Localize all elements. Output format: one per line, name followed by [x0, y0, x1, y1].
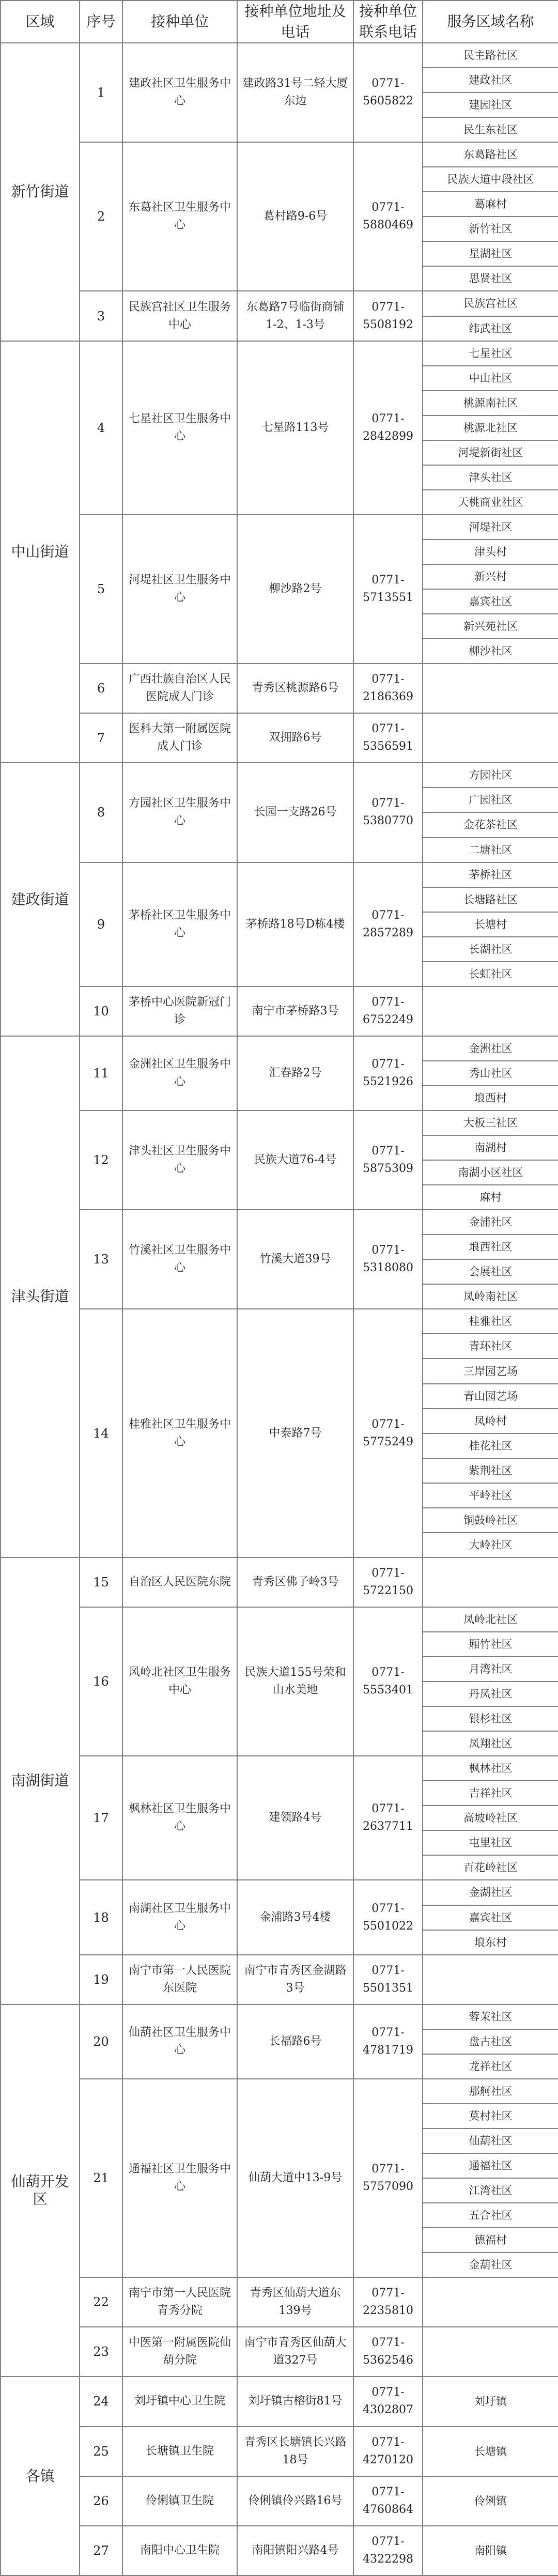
header-service-areas: 服务区域名称 [423, 1, 558, 43]
service-area-cell: 高坡岭社区 [423, 1806, 558, 1830]
unit-name-cell: 南宁市第一人民医院青秀分院 [122, 2277, 237, 2327]
number-cell: 25 [80, 2427, 122, 2476]
service-area-cell: 桂雅社区 [423, 1309, 558, 1334]
region-cell: 建政街道 [1, 763, 80, 1036]
unit-name-cell: 枫林社区卫生服务中心 [122, 1756, 237, 1880]
phone-cell: 0771-5757090 [353, 2079, 423, 2277]
service-area-cell: 五合社区 [423, 2203, 558, 2228]
service-area-cell: 凤岭北社区 [423, 1607, 558, 1632]
service-area-cell: 长塘镇 [423, 2427, 558, 2476]
table-row [1, 1036, 558, 1061]
table-row [1, 2476, 558, 2501]
service-area-cell [423, 2277, 558, 2327]
unit-name-cell: 河堤社区卫生服务中心 [122, 515, 237, 664]
service-area-cell: 民族大道中段社区 [423, 167, 558, 192]
service-area-cell: 丹凤社区 [423, 1682, 558, 1706]
number-cell: 8 [80, 763, 122, 862]
service-area-cell: 长虹社区 [423, 962, 558, 986]
unit-name-cell: 茅桥社区卫生服务中心 [122, 862, 237, 986]
unit-name-cell: 方园社区卫生服务中心 [122, 763, 237, 862]
table-row [1, 43, 558, 68]
address-cell: 茅桥路18号D栋4楼 [237, 862, 353, 986]
service-area-cell [423, 713, 558, 763]
unit-name-cell: 刘圩镇中心卫生院 [122, 2377, 237, 2426]
table-row [1, 664, 558, 688]
service-area-cell: 三岸园艺场 [423, 1359, 558, 1383]
table-row [1, 2427, 558, 2451]
number-cell: 9 [80, 862, 122, 986]
service-area-cell [423, 986, 558, 1036]
service-area-cell: 河堤社区 [423, 515, 558, 539]
service-area-cell: 津头村 [423, 539, 558, 564]
service-area-cell: 茅桥社区 [423, 862, 558, 887]
service-area-cell: 埌西社区 [423, 1235, 558, 1259]
unit-name-cell: 金洲社区卫生服务中心 [122, 1036, 237, 1110]
address-cell: 建政路31号二轻大厦东边 [237, 43, 353, 142]
phone-cell: 0771-5553401 [353, 1607, 423, 1756]
number-cell: 20 [80, 2004, 122, 2079]
region-cell: 中山街道 [1, 341, 80, 763]
unit-name-cell: 桂雅社区卫生服务中心 [122, 1309, 237, 1557]
service-area-cell: 纬武社区 [423, 316, 558, 341]
service-area-cell: 河堤新街社区 [423, 440, 558, 465]
table-row [1, 2526, 558, 2551]
address-cell: 中泰路7号 [237, 1309, 353, 1557]
phone-cell: 0771-5356591 [353, 713, 423, 763]
unit-name-cell: 竹溪社区卫生服务中心 [122, 1210, 237, 1309]
service-area-cell: 南湖小区社区 [423, 1160, 558, 1185]
phone-cell: 0771-5501022 [353, 1880, 423, 1954]
phone-cell: 0771-5362546 [353, 2327, 423, 2377]
address-cell: 双拥路6号 [237, 713, 353, 763]
unit-name-cell: 风岭北社区卫生服务中心 [122, 1607, 237, 1756]
phone-cell: 0771-5521926 [353, 1036, 423, 1110]
unit-name-cell: 通福社区卫生服务中心 [122, 2079, 237, 2277]
service-area-cell: 埌西村 [423, 1086, 558, 1110]
phone-cell: 0771-5880469 [353, 142, 423, 291]
address-cell: 仙葫大道中13-9号 [237, 2079, 353, 2277]
phone-cell: 0771-5380770 [353, 763, 423, 862]
unit-name-cell: 中医第一附属医院仙葫分院 [122, 2327, 237, 2377]
service-area-cell: 大板三社区 [423, 1110, 558, 1135]
address-cell: 民族大道155号荣和山水美地 [237, 1607, 353, 1756]
service-area-cell: 青环社区 [423, 1334, 558, 1359]
service-area-cell: 二塘社区 [423, 838, 558, 862]
unit-name-cell: 津头社区卫生服务中心 [122, 1110, 237, 1210]
service-area-cell: 那舸社区 [423, 2079, 558, 2104]
number-cell: 5 [80, 515, 122, 664]
table-row [1, 2079, 558, 2104]
table-row [1, 2004, 558, 2029]
service-area-cell: 嘉宾社区 [423, 1905, 558, 1930]
service-area-cell: 屯里社区 [423, 1830, 558, 1855]
number-cell: 10 [80, 986, 122, 1036]
service-area-cell: 伶俐镇 [423, 2476, 558, 2526]
phone-cell: 0771-6752249 [353, 986, 423, 1036]
table-row [1, 291, 558, 316]
service-area-cell: 方园社区 [423, 763, 558, 788]
table-row [1, 713, 558, 738]
service-area-cell [423, 2327, 558, 2377]
service-area-cell: 通福社区 [423, 2153, 558, 2178]
service-area-cell: 柳沙社区 [423, 639, 558, 664]
service-area-cell: 枫林社区 [423, 1756, 558, 1781]
service-area-cell: 东葛路社区 [423, 142, 558, 167]
header-row [1, 1, 558, 43]
phone-cell: 0771-5722150 [353, 1557, 423, 1607]
phone-cell: 0771-2857289 [353, 862, 423, 986]
service-area-cell: 会展社区 [423, 1259, 558, 1284]
unit-name-cell: 南湖社区卫生服务中心 [122, 1880, 237, 1954]
number-cell: 19 [80, 1955, 122, 2004]
number-cell: 22 [80, 2277, 122, 2327]
address-cell: 七星路113号 [237, 341, 353, 515]
service-area-cell: 长湖社区 [423, 937, 558, 962]
service-area-cell: 金湖社区 [423, 1880, 558, 1905]
service-area-cell: 青山园艺场 [423, 1384, 558, 1409]
address-cell: 金浦路3号4楼 [237, 1880, 353, 1954]
service-area-cell: 南阳镇 [423, 2526, 558, 2575]
address-cell: 民族大道76-4号 [237, 1110, 353, 1210]
table-row [1, 1607, 558, 1632]
number-cell: 15 [80, 1557, 122, 1607]
number-cell: 26 [80, 2476, 122, 2526]
phone-cell: 0771-2842899 [353, 341, 423, 515]
address-cell: 建领路4号 [237, 1756, 353, 1880]
service-area-cell: 天桃商业社区 [423, 490, 558, 515]
service-area-cell: 民生东社区 [423, 117, 558, 142]
unit-name-cell: 医科大第一附属医院成人门诊 [122, 713, 237, 763]
address-cell: 汇春路2号 [237, 1036, 353, 1110]
number-cell: 14 [80, 1309, 122, 1557]
number-cell: 16 [80, 1607, 122, 1756]
number-cell: 21 [80, 2079, 122, 2277]
number-cell: 17 [80, 1756, 122, 1880]
service-area-cell: 桃源北社区 [423, 415, 558, 440]
table-row [1, 1110, 558, 1135]
unit-name-cell: 伶俐镇卫生院 [122, 2476, 237, 2526]
service-area-cell: 大岭社区 [423, 1533, 558, 1557]
header-address: 接种单位地址及电话 [237, 1, 353, 43]
address-cell: 青秀区佛子岭3号 [237, 1557, 353, 1607]
phone-cell: 0771-2637711 [353, 1756, 423, 1880]
number-cell: 2 [80, 142, 122, 291]
unit-name-cell: 长塘镇卫生院 [122, 2427, 237, 2476]
service-area-cell: 民主路社区 [423, 43, 558, 68]
service-area-cell: 南湖村 [423, 1135, 558, 1160]
number-cell: 24 [80, 2377, 122, 2426]
address-cell: 南宁市青秀区仙葫大道327号 [237, 2327, 353, 2377]
unit-name-cell: 南阳中心卫生院 [122, 2526, 237, 2575]
service-area-cell: 葛麻村 [423, 192, 558, 217]
service-area-cell: 麻村 [423, 1185, 558, 1210]
service-area-cell: 盘古社区 [423, 2029, 558, 2054]
service-area-cell: 德福村 [423, 2228, 558, 2253]
unit-name-cell: 七星社区卫生服务中心 [122, 341, 237, 515]
service-area-cell: 桃源南社区 [423, 391, 558, 415]
phone-cell: 0771-5501351 [353, 1955, 423, 2004]
address-cell: 竹溪大道39号 [237, 1210, 353, 1309]
phone-cell: 0771-5605822 [353, 43, 423, 142]
service-area-cell: 金葫社区 [423, 2253, 558, 2277]
header-phone: 接种单位联系电话 [353, 1, 423, 43]
number-cell: 12 [80, 1110, 122, 1210]
service-area-cell: 龙祥社区 [423, 2054, 558, 2079]
service-area-cell: 民族宫社区 [423, 291, 558, 316]
service-area-cell: 思贤社区 [423, 266, 558, 291]
phone-cell: 0771-2235810 [353, 2277, 423, 2327]
unit-name-cell: 南宁市第一人民医院东医院 [122, 1955, 237, 2004]
service-area-cell: 新竹社区 [423, 217, 558, 241]
address-cell: 柳沙路2号 [237, 515, 353, 664]
address-cell: 南宁市茅桥路3号 [237, 986, 353, 1036]
unit-name-cell: 广西壮族自治区人民医院成人门诊 [122, 664, 237, 713]
service-area-cell: 埌东村 [423, 1930, 558, 1955]
region-cell: 各镇 [1, 2377, 80, 2575]
table-row [1, 763, 558, 788]
header-unit: 接种单位 [122, 1, 237, 43]
region-cell: 津头街道 [1, 1036, 80, 1557]
unit-name-cell: 自治区人民医院东院 [122, 1557, 237, 1607]
number-cell: 13 [80, 1210, 122, 1309]
service-area-cell: 长塘村 [423, 912, 558, 937]
table-row [1, 2377, 558, 2401]
unit-name-cell: 茅桥中心医院新冠门诊 [122, 986, 237, 1036]
service-area-cell [423, 664, 558, 713]
table-row [1, 862, 558, 887]
service-area-cell: 长塘路社区 [423, 887, 558, 912]
phone-cell: 0771-4302807 [353, 2377, 423, 2426]
number-cell: 4 [80, 341, 122, 515]
number-cell: 3 [80, 291, 122, 341]
phone-cell: 0771-5508192 [353, 291, 423, 341]
service-area-cell: 吉祥社区 [423, 1781, 558, 1806]
table-row [1, 142, 558, 167]
number-cell: 7 [80, 713, 122, 763]
service-area-cell: 蓉茉社区 [423, 2004, 558, 2029]
address-cell: 长福路6号 [237, 2004, 353, 2079]
service-area-cell [423, 1557, 558, 1607]
service-area-cell: 凤岭村 [423, 1409, 558, 1433]
service-area-cell: 凤翔社区 [423, 1731, 558, 1756]
table-row [1, 341, 558, 366]
address-cell: 伶俐镇伶兴路16号 [237, 2476, 353, 2526]
table-row [1, 1309, 558, 1334]
number-cell: 23 [80, 2327, 122, 2377]
address-cell: 长园一支路26号 [237, 763, 353, 862]
address-cell: 青秀区长塘镇长兴路18号 [237, 2427, 353, 2476]
table-row [1, 1210, 558, 1235]
phone-cell: 0771-4760864 [353, 2476, 423, 2526]
service-area-cell: 秀山社区 [423, 1061, 558, 1086]
service-area-cell: 金洲社区 [423, 1036, 558, 1061]
phone-cell: 0771-2186369 [353, 664, 423, 713]
unit-name-cell: 建政社区卫生服务中心 [122, 43, 237, 142]
service-area-cell: 百花岭社区 [423, 1855, 558, 1880]
address-cell: 东葛路7号临街商铺1-2、1-3号 [237, 291, 353, 341]
service-area-cell: 广园社区 [423, 788, 558, 812]
service-area-cell: 嘉宾社区 [423, 589, 558, 614]
phone-cell: 0771-5318080 [353, 1210, 423, 1309]
region-cell: 仙葫开发区 [1, 2004, 80, 2377]
header-number: 序号 [80, 1, 122, 43]
service-area-cell: 凤岭南社区 [423, 1284, 558, 1309]
phone-cell: 0771-4270120 [353, 2427, 423, 2476]
service-area-cell: 厢竹社区 [423, 1632, 558, 1657]
number-cell: 18 [80, 1880, 122, 1954]
service-area-cell: 刘圩镇 [423, 2377, 558, 2426]
table-row [1, 515, 558, 539]
address-cell: 青秀区桃源路6号 [237, 664, 353, 713]
unit-name-cell: 民族宫社区卫生服务中心 [122, 291, 237, 341]
service-area-cell: 平岭社区 [423, 1483, 558, 1508]
service-area-cell: 星湖社区 [423, 241, 558, 266]
phone-cell: 0771-5875309 [353, 1110, 423, 1210]
table-row [1, 1557, 558, 1582]
service-area-cell: 仙葫社区 [423, 2128, 558, 2153]
table-row [1, 2327, 558, 2352]
service-area-cell: 建政社区 [423, 68, 558, 92]
service-area-cell [423, 1955, 558, 2004]
address-cell: 刘圩镇古榕街81号 [237, 2377, 353, 2426]
service-area-cell: 铜鼓岭社区 [423, 1508, 558, 1533]
table-row [1, 1955, 558, 1980]
table-row [1, 986, 558, 1011]
region-cell: 南湖街道 [1, 1557, 80, 2004]
number-cell: 1 [80, 43, 122, 142]
table-row [1, 1756, 558, 1781]
phone-cell: 0771-4322298 [353, 2526, 423, 2575]
region-cell: 新竹街道 [1, 43, 80, 341]
service-area-cell: 七星社区 [423, 341, 558, 366]
service-area-cell: 月湾社区 [423, 1657, 558, 1682]
service-area-cell: 中山社区 [423, 366, 558, 391]
unit-name-cell: 仙葫社区卫生服务中心 [122, 2004, 237, 2079]
service-area-cell: 金花茶社区 [423, 812, 558, 837]
phone-cell: 0771-5775249 [353, 1309, 423, 1557]
number-cell: 27 [80, 2526, 122, 2575]
service-area-cell: 金浦社区 [423, 1210, 558, 1235]
service-area-cell: 莫村社区 [423, 2104, 558, 2128]
address-cell: 青秀区仙葫大道东139号 [237, 2277, 353, 2327]
table-row [1, 1880, 558, 1905]
table-body [1, 43, 558, 2575]
number-cell: 11 [80, 1036, 122, 1110]
phone-cell: 0771-4781719 [353, 2004, 423, 2079]
table-row [1, 2277, 558, 2302]
phone-cell: 0771-5713551 [353, 515, 423, 664]
number-cell: 6 [80, 664, 122, 713]
service-area-cell: 新兴村 [423, 564, 558, 589]
service-area-cell: 桂花社区 [423, 1433, 558, 1458]
address-cell: 南宁市青秀区金湖路3号 [237, 1955, 353, 2004]
service-area-cell: 江湾社区 [423, 2178, 558, 2203]
unit-name-cell: 东葛社区卫生服务中心 [122, 142, 237, 291]
service-area-cell: 新兴苑社区 [423, 614, 558, 639]
address-cell: 葛村路9-6号 [237, 142, 353, 291]
service-area-cell: 紫荆社区 [423, 1458, 558, 1483]
service-area-cell: 建园社区 [423, 92, 558, 117]
address-cell: 南阳镇阳兴路4号 [237, 2526, 353, 2575]
header-region: 区域 [1, 1, 80, 43]
service-area-cell: 津头社区 [423, 465, 558, 490]
service-area-cell: 银杉社区 [423, 1706, 558, 1731]
